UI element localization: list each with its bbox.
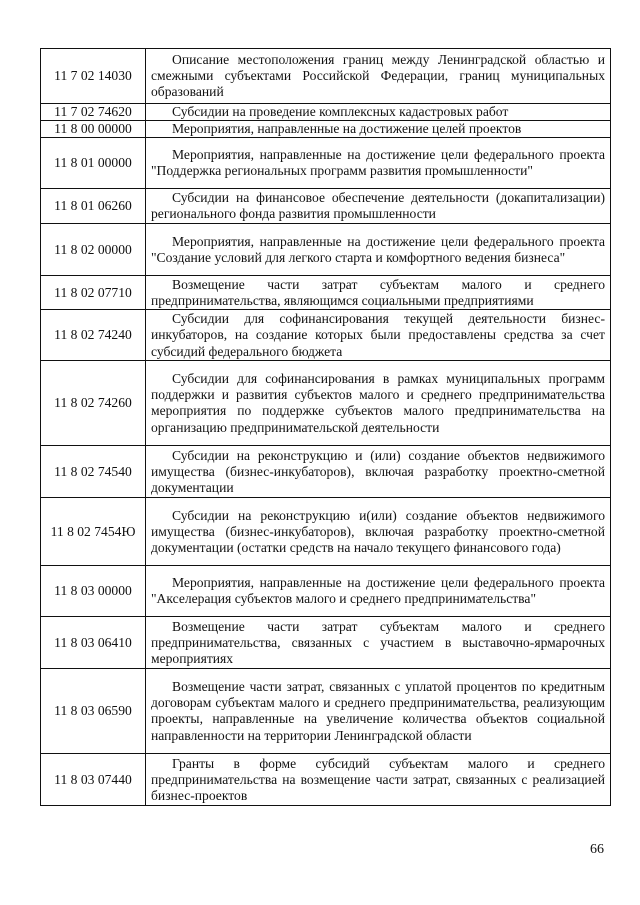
code-cell: 11 8 01 06260: [41, 189, 146, 224]
description-cell: Описание местоположения границ между Ленинградской областью и смежными субъектами Российской Федерации, границ муниципальных образований: [146, 49, 611, 104]
description-cell: Субсидии на реконструкцию и (или) создание объектов недвижимого имущества (бизнес-инкубаторов), включая разработку проектно-сметной документации: [146, 446, 611, 498]
description-cell: Возмещение части затрат субъектам малого и среднего предпринимательства, являющимся социальными предприятиями: [146, 276, 611, 310]
code-cell: 11 7 02 74620: [41, 104, 146, 121]
code-cell: 11 8 03 00000: [41, 566, 146, 617]
budget-codes-table: [40, 48, 611, 806]
table-row: [41, 104, 611, 121]
table-row: [41, 617, 611, 669]
code-cell: 11 7 02 14030: [41, 49, 146, 104]
code-cell: 11 8 02 74240: [41, 310, 146, 361]
table-row: [41, 224, 611, 276]
description-cell: Субсидии на проведение комплексных кадастровых работ: [146, 104, 611, 121]
table-row: [41, 498, 611, 566]
code-cell: 11 8 00 00000: [41, 121, 146, 138]
description-cell: Мероприятия, направленные на достижение цели федерального проекта "Акселерация субъектов малого и среднего предпринимательства": [146, 566, 611, 617]
description-cell: Мероприятия, направленные на достижение целей проектов: [146, 121, 611, 138]
table-row: [41, 566, 611, 617]
code-cell: 11 8 02 00000: [41, 224, 146, 276]
table-row: [41, 361, 611, 446]
code-cell: 11 8 02 07710: [41, 276, 146, 310]
description-cell: Возмещение части затрат, связанных с уплатой процентов по кредитным договорам субъектам малого и среднего предпринимательства, реализующим проекты, направленные на увеличение количества объектов социальной направленности на территории Ленинградской области: [146, 669, 611, 754]
description-cell: Возмещение части затрат субъектам малого и среднего предпринимательства, связанных с участием в выставочно-ярмарочных мероприятиях: [146, 617, 611, 669]
table-row: [41, 276, 611, 310]
description-cell: Субсидии на реконструкцию и(или) создание объектов недвижимого имущества (бизнес-инкубаторов), включая разработку проектно-сметной документации (остатки средств на начало текущего финансового года): [146, 498, 611, 566]
table-row: [41, 49, 611, 104]
code-cell: 11 8 02 74260: [41, 361, 146, 446]
table-row: [41, 754, 611, 806]
table-row: [41, 669, 611, 754]
table-row: [41, 446, 611, 498]
code-cell: 11 8 02 74540: [41, 446, 146, 498]
table-row: [41, 138, 611, 189]
code-cell: 11 8 01 00000: [41, 138, 146, 189]
table-row: [41, 189, 611, 224]
code-cell: 11 8 03 06590: [41, 669, 146, 754]
code-cell: 11 8 03 07440: [41, 754, 146, 806]
description-cell: Мероприятия, направленные на достижение цели федерального проекта "Поддержка региональных программ развития промышленности": [146, 138, 611, 189]
code-cell: 11 8 03 06410: [41, 617, 146, 669]
description-cell: Мероприятия, направленные на достижение цели федерального проекта "Создание условий для легкого старта и комфортного ведения бизнеса": [146, 224, 611, 276]
description-cell: Субсидии для софинансирования в рамках муниципальных программ поддержки и развития субъектов малого и среднего предпринимательства мероприятия по поддержке субъектов малого предпринимательства на организацию предпринимательской деятельности: [146, 361, 611, 446]
description-cell: Гранты в форме субсидий субъектам малого и среднего предпринимательства на возмещение части затрат, связанных с реализацией бизнес-проектов: [146, 754, 611, 806]
table-row: [41, 310, 611, 361]
description-cell: Субсидии на финансовое обеспечение деятельности (докапитализации) регионального фонда развития промышленности: [146, 189, 611, 224]
description-cell: Субсидии для софинансирования текущей деятельности бизнес-инкубаторов, на создание которых были предоставлены средства за счет субсидий федерального бюджета: [146, 310, 611, 361]
page-number: 66: [590, 842, 604, 857]
table-row: [41, 121, 611, 138]
code-cell: 11 8 02 7454Ю: [41, 498, 146, 566]
